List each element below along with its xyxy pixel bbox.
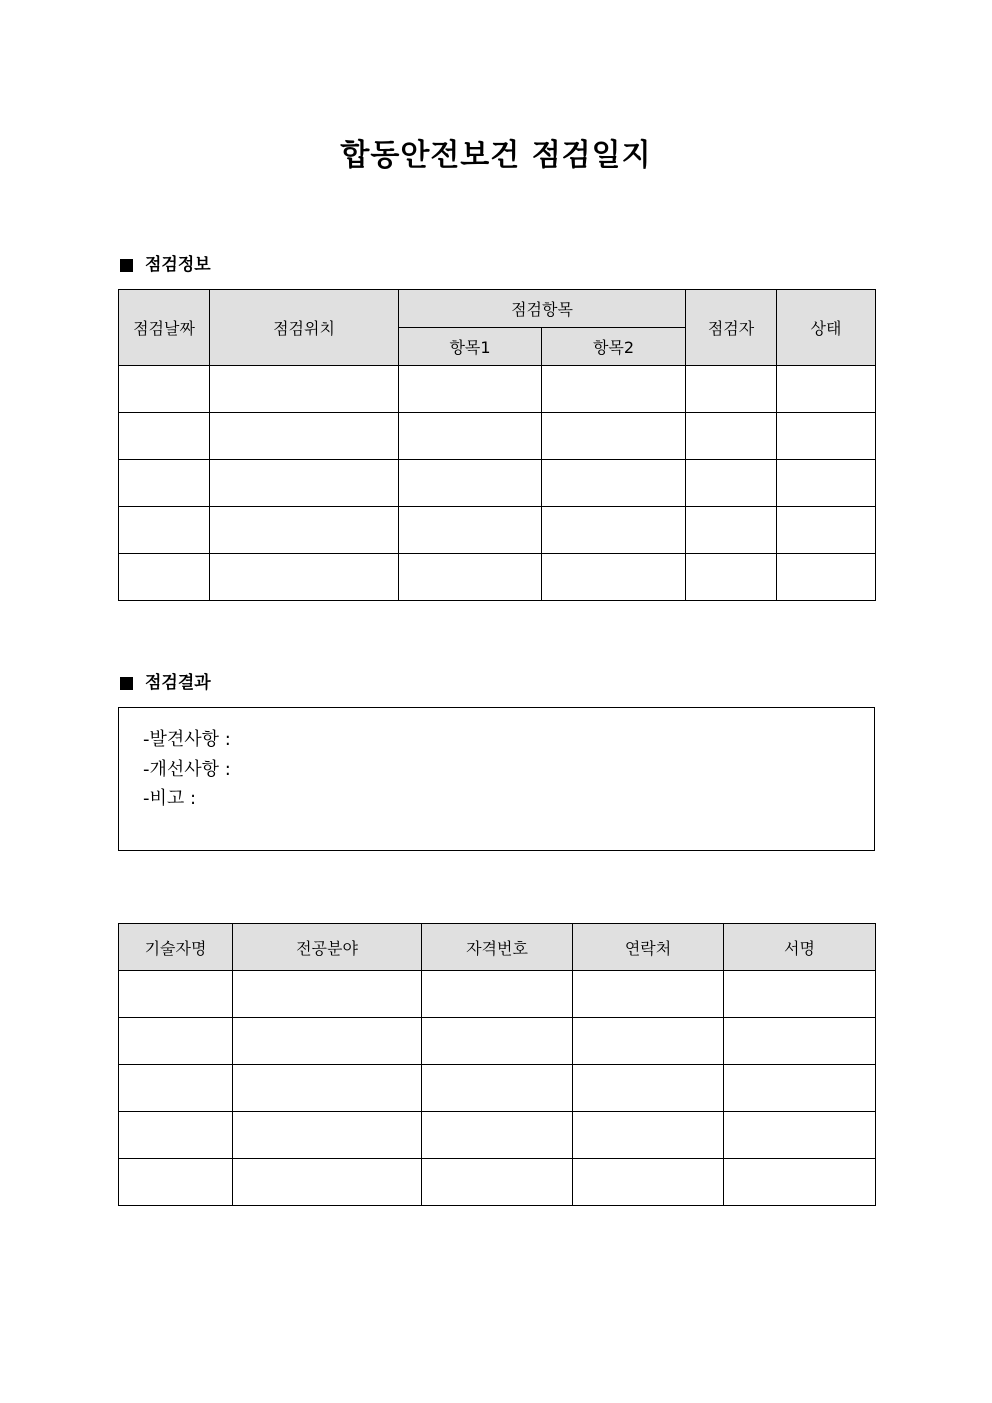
technician-table bbox=[118, 923, 876, 1206]
info-cell-date[interactable] bbox=[119, 460, 210, 507]
info-cell-item2[interactable] bbox=[542, 460, 686, 507]
info-cell-status[interactable] bbox=[777, 460, 876, 507]
tech-cell-signature[interactable] bbox=[724, 971, 876, 1018]
info-cell-inspector[interactable] bbox=[686, 460, 777, 507]
info-row bbox=[119, 554, 876, 601]
tech-cell-contact[interactable] bbox=[573, 971, 724, 1018]
result-findings-label: -발견사항 : bbox=[143, 729, 231, 750]
info-cell-date[interactable] bbox=[119, 366, 210, 413]
info-cell-item2[interactable] bbox=[542, 554, 686, 601]
tech-cell-license[interactable] bbox=[422, 1018, 573, 1065]
info-cell-status[interactable] bbox=[777, 554, 876, 601]
section-heading-info bbox=[118, 254, 211, 276]
tech-cell-license[interactable] bbox=[422, 1159, 573, 1206]
info-cell-status[interactable] bbox=[777, 366, 876, 413]
header-license-number: 자격번호 bbox=[422, 924, 573, 971]
tech-cell-license[interactable] bbox=[422, 971, 573, 1018]
tech-cell-signature[interactable] bbox=[724, 1159, 876, 1206]
header-signature: 서명 bbox=[724, 924, 876, 971]
square-bullet-icon bbox=[120, 677, 133, 690]
header-major-field: 전공분야 bbox=[233, 924, 422, 971]
tech-cell-name[interactable] bbox=[119, 1065, 233, 1112]
info-cell-inspector[interactable] bbox=[686, 413, 777, 460]
header-inspection-date: 점검날짜 bbox=[119, 290, 210, 366]
tech-cell-name[interactable] bbox=[119, 1018, 233, 1065]
tech-cell-field[interactable] bbox=[233, 1112, 422, 1159]
section-heading-info-label: 점검정보 bbox=[145, 255, 211, 275]
header-inspector: 점검자 bbox=[686, 290, 777, 366]
info-cell-item1[interactable] bbox=[399, 366, 542, 413]
info-row bbox=[119, 460, 876, 507]
technician-row bbox=[119, 1159, 876, 1206]
tech-cell-field[interactable] bbox=[233, 1018, 422, 1065]
result-improvements-label: -개선사항 : bbox=[143, 759, 231, 780]
info-cell-status[interactable] bbox=[777, 413, 876, 460]
tech-cell-license[interactable] bbox=[422, 1065, 573, 1112]
technician-row bbox=[119, 1065, 876, 1112]
tech-cell-field[interactable] bbox=[233, 1159, 422, 1206]
header-item-2: 항목2 bbox=[542, 328, 686, 366]
header-inspection-location: 점검위치 bbox=[210, 290, 399, 366]
header-item-1: 항목1 bbox=[399, 328, 542, 366]
info-cell-location[interactable] bbox=[210, 507, 399, 554]
header-inspection-items: 점검항목 bbox=[399, 290, 686, 328]
technician-row bbox=[119, 1112, 876, 1159]
info-cell-location[interactable] bbox=[210, 554, 399, 601]
tech-cell-signature[interactable] bbox=[724, 1018, 876, 1065]
info-cell-location[interactable] bbox=[210, 413, 399, 460]
tech-cell-name[interactable] bbox=[119, 1159, 233, 1206]
info-cell-item2[interactable] bbox=[542, 413, 686, 460]
info-cell-location[interactable] bbox=[210, 366, 399, 413]
info-cell-inspector[interactable] bbox=[686, 507, 777, 554]
technician-row bbox=[119, 971, 876, 1018]
result-remarks-label: -비고 : bbox=[143, 788, 197, 809]
info-cell-item2[interactable] bbox=[542, 366, 686, 413]
tech-cell-signature[interactable] bbox=[724, 1065, 876, 1112]
tech-cell-contact[interactable] bbox=[573, 1065, 724, 1112]
tech-cell-name[interactable] bbox=[119, 1112, 233, 1159]
tech-cell-contact[interactable] bbox=[573, 1018, 724, 1065]
tech-cell-contact[interactable] bbox=[573, 1159, 724, 1206]
tech-cell-signature[interactable] bbox=[724, 1112, 876, 1159]
info-row bbox=[119, 507, 876, 554]
inspection-info-table bbox=[118, 289, 876, 601]
info-cell-item1[interactable] bbox=[399, 554, 542, 601]
inspection-result-box[interactable] bbox=[118, 707, 875, 851]
info-cell-status[interactable] bbox=[777, 507, 876, 554]
info-cell-date[interactable] bbox=[119, 507, 210, 554]
info-row bbox=[119, 366, 876, 413]
info-cell-item1[interactable] bbox=[399, 460, 542, 507]
document-title: 합동안전보건 점검일지 bbox=[340, 138, 652, 173]
info-cell-date[interactable] bbox=[119, 554, 210, 601]
tech-cell-license[interactable] bbox=[422, 1112, 573, 1159]
info-cell-inspector[interactable] bbox=[686, 554, 777, 601]
tech-cell-field[interactable] bbox=[233, 971, 422, 1018]
tech-cell-name[interactable] bbox=[119, 971, 233, 1018]
tech-cell-field[interactable] bbox=[233, 1065, 422, 1112]
technician-row bbox=[119, 1018, 876, 1065]
info-cell-item1[interactable] bbox=[399, 413, 542, 460]
header-status: 상태 bbox=[777, 290, 876, 366]
square-bullet-icon bbox=[120, 259, 133, 272]
header-contact: 연락처 bbox=[573, 924, 724, 971]
tech-cell-contact[interactable] bbox=[573, 1112, 724, 1159]
header-technician-name: 기술자명 bbox=[119, 924, 233, 971]
info-cell-date[interactable] bbox=[119, 413, 210, 460]
info-cell-item1[interactable] bbox=[399, 507, 542, 554]
info-cell-inspector[interactable] bbox=[686, 366, 777, 413]
info-row bbox=[119, 413, 876, 460]
section-heading-result-label: 점검결과 bbox=[145, 673, 211, 693]
info-cell-location[interactable] bbox=[210, 460, 399, 507]
info-cell-item2[interactable] bbox=[542, 507, 686, 554]
section-heading-result bbox=[118, 672, 211, 694]
